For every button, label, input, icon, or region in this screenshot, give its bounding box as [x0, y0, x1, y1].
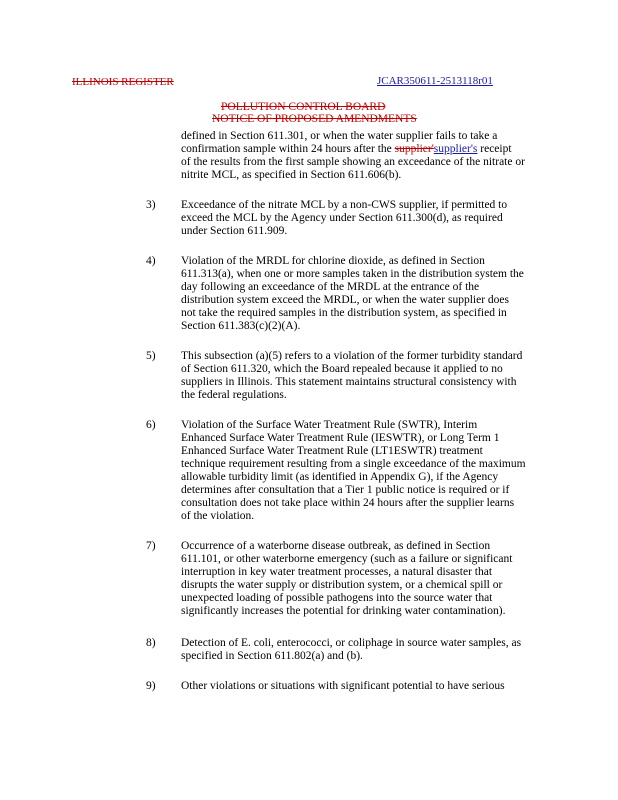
text-line: interruption in key water treatment processes, a natural disaster that: [181, 566, 493, 578]
text-line: under Section 611.909.: [181, 225, 288, 237]
notice-title: NOTICE OF PROPOSED AMENDMENTS: [212, 113, 417, 125]
text-line: Enhanced Surface Water Treatment Rule (LT1ESWTR) treatment: [181, 445, 483, 457]
text-line: unexpected loading of possible pathogens into the source water that: [181, 592, 493, 604]
text-line: Section 611.383(c)(2)(A).: [181, 320, 301, 332]
text-line: Exceedance of the nitrate MCL by a non-CWS supplier, if permitted to: [181, 199, 508, 211]
text-line: Violation of the Surface Water Treatment Rule (SWTR), Interim: [181, 419, 478, 431]
text-line: defined in Section 611.301, or when the water supplier fails to take a: [181, 130, 498, 142]
item-number: 6): [146, 419, 156, 431]
text-line: suppliers in Illinois. This statement maintains structural consistency with: [181, 376, 517, 388]
text-line: disrupts the water supply or distribution system, or a chemical spill or: [181, 579, 503, 591]
text-line: significantly increases the potential for drinking water contamination).: [181, 605, 506, 617]
text-line: consultation does not take place within 24 hours after the supplier learns: [181, 497, 515, 509]
text-line: of the violation.: [181, 510, 255, 522]
text-line: Detection of E. coli, enterococci, or coliphage in source water samples, as: [181, 637, 522, 649]
text-line: nitrite MCL, as specified in Section 611.606(b).: [181, 169, 402, 181]
item-number: 3): [146, 199, 156, 211]
item-number: 5): [146, 350, 156, 362]
item-number: 7): [146, 540, 156, 552]
text-line: Enhanced Surface Water Treatment Rule (IESWTR), or Long Term 1: [181, 432, 500, 444]
register-header: ILLINOIS REGISTER: [72, 76, 174, 88]
text-line: This subsection (a)(5) refers to a violation of the former turbidity standard: [181, 350, 523, 362]
deleted-text: supplier': [394, 143, 434, 155]
item-number: 9): [146, 680, 156, 692]
text-line: Violation of the MRDL for chlorine dioxide, as defined in Section: [181, 255, 485, 267]
agency-title: POLLUTION CONTROL BOARD: [221, 101, 386, 113]
jcar-reference: JCAR350611-2513118r01: [377, 75, 493, 87]
text-line: [181, 143, 512, 156]
text-line: technique requirement resulting from a single exceedance of the maximum: [181, 458, 526, 470]
text-line: the federal regulations.: [181, 389, 287, 401]
inserted-text: supplier's: [433, 143, 478, 155]
item-number: 8): [146, 637, 156, 649]
text-line: 611.313(a), when one or more samples taken in the distribution system the: [181, 268, 524, 280]
text-line: distribution system exceed the MRDL, or when the water supplier does: [181, 294, 509, 306]
text-line: of the results from the first sample showing an exceedance of the nitrate or: [181, 156, 525, 168]
text-line: allowable turbidity limit (as identified in Appendix G), if the Agency: [181, 471, 499, 483]
text-line: Occurrence of a waterborne disease outbreak, as defined in Section: [181, 540, 491, 552]
text-line: day following an exceedance of the MRDL at the entrance of the: [181, 281, 480, 293]
text-line: specified in Section 611.802(a) and (b).: [181, 650, 363, 662]
text-line: determines after consultation that a Tier 1 public notice is required or if: [181, 484, 510, 496]
text-segment: confirmation sample within 24 hours after the: [181, 143, 395, 155]
text-line: of Section 611.320, which the Board repealed because it applied to no: [181, 363, 503, 375]
text-line: 611.101, or other waterborne emergency (such as a failure or significant: [181, 553, 513, 565]
text-segment: receipt: [477, 143, 512, 155]
item-number: 4): [146, 255, 156, 267]
text-line: not take the required samples in the distribution system, as specified in: [181, 307, 507, 319]
text-line: Other violations or situations with significant potential to have serious: [181, 680, 505, 692]
text-line: exceed the MCL by the Agency under Section 611.300(d), as required: [181, 212, 503, 224]
